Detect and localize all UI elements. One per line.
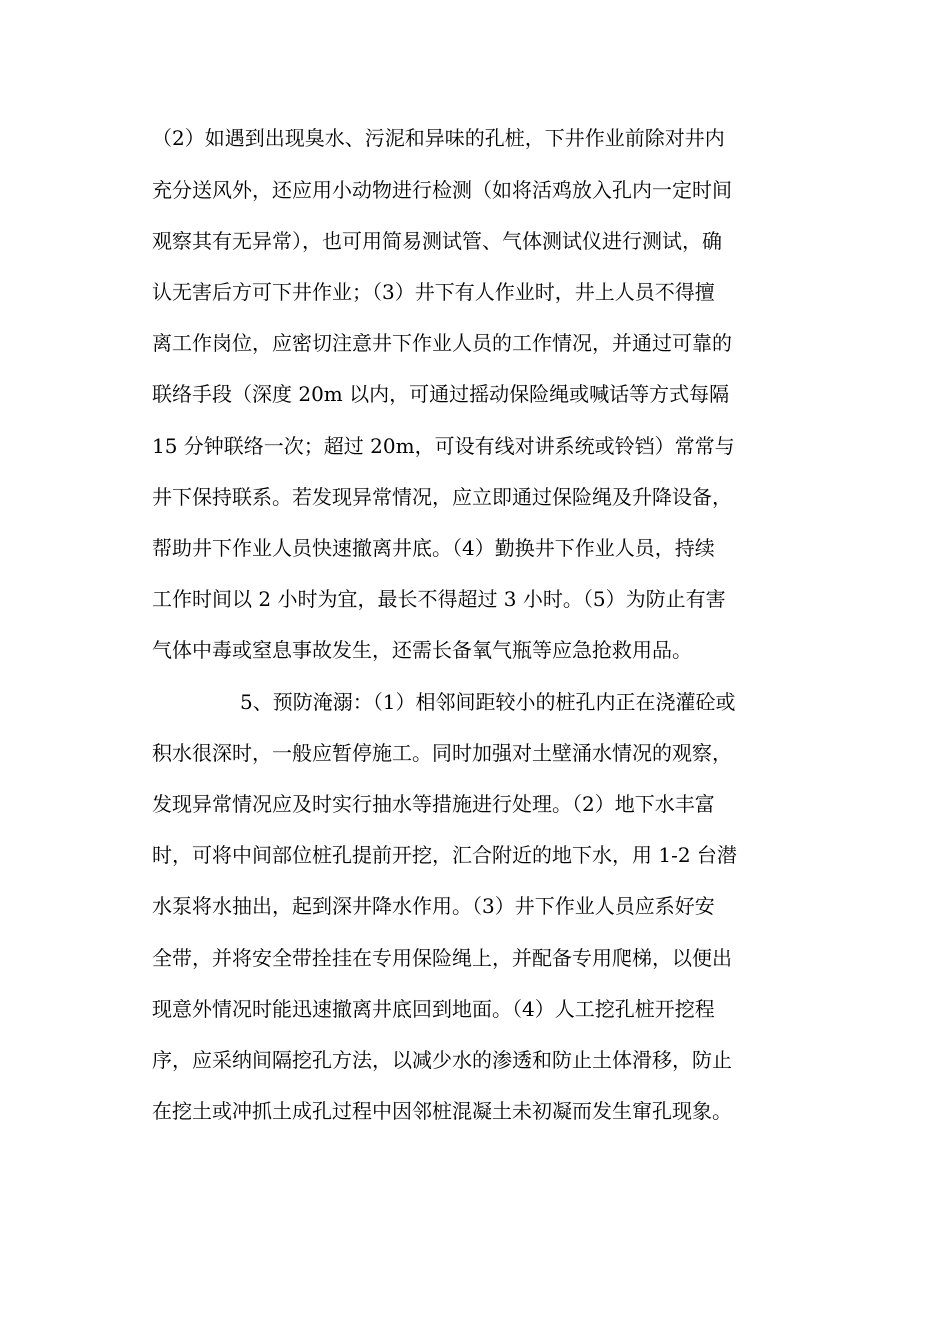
paragraph-line: 帮助井下作业人员快速撤离井底。（4）勤换井下作业人员，持续 (152, 536, 715, 560)
paragraph-line: 水泵将水抽出，起到深井降水作用。（3）井下作业人员应系好安 (152, 894, 715, 918)
section-heading-line: 5、预防淹溺：（1）相邻间距较小的桩孔内正在浇灌砼或 (240, 690, 736, 714)
paragraph-line: 现意外情况时能迅速撤离井底回到地面。（4）人工挖孔桩开挖程 (152, 997, 715, 1021)
paragraph-line: 井下保持联系。若发现异常情况，应立即通过保险绳及升降设备， (152, 485, 732, 509)
paragraph-line: （2）如遇到出现臭水、污泥和异味的孔桩，下井作业前除对井内 (152, 126, 725, 150)
paragraph-line: 离工作岗位，应密切注意井下作业人员的工作情况，并通过可靠的 (152, 331, 732, 355)
paragraph-line: 在挖土或冲抓土成孔过程中因邻桩混凝土未初凝而发生窜孔现象。 (152, 1099, 732, 1123)
paragraph-line: 观察其有无异常），也可用简易测试管、气体测试仪进行测试，确 (152, 229, 722, 253)
paragraph-line: 序，应采纳间隔挖孔方法，以减少水的渗透和防止土体滑移，防止 (152, 1048, 732, 1072)
paragraph-line: 工作时间以 2 小时为宜，最长不得超过 3 小时。（5）为防止有害 (152, 587, 726, 611)
paragraph-line: 充分送风外，还应用小动物进行检测（如将活鸡放入孔内一定时间 (152, 178, 732, 202)
paragraph-line: 15 分钟联络一次；超过 20m，可设有线对讲系统或铃铛）常常与 (152, 434, 735, 458)
paragraph-line: 联络手段（深度 20m 以内，可通过摇动保险绳或喊话等方式每隔 (152, 382, 730, 406)
paragraph-line: 时，可将中间部位桩孔提前开挖，汇合附近的地下水，用 1-2 台潜 (152, 843, 737, 867)
paragraph-line: 积水很深时，一般应暂停施工。同时加强对土壁涌水情况的观察， (152, 741, 732, 765)
paragraph-line: 全带，并将安全带拴挂在专用保险绳上，并配备专用爬梯，以便出 (152, 946, 732, 970)
paragraph-line: 气体中毒或窒息事故发生，还需长备氧气瓶等应急抢救用品。 (152, 638, 692, 662)
paragraph-line: 发现异常情况应及时实行抽水等措施进行处理。（2）地下水丰富 (152, 792, 715, 816)
paragraph-line: 认无害后方可下井作业；（3）井下有人作业时，井上人员不得擅 (152, 280, 715, 304)
